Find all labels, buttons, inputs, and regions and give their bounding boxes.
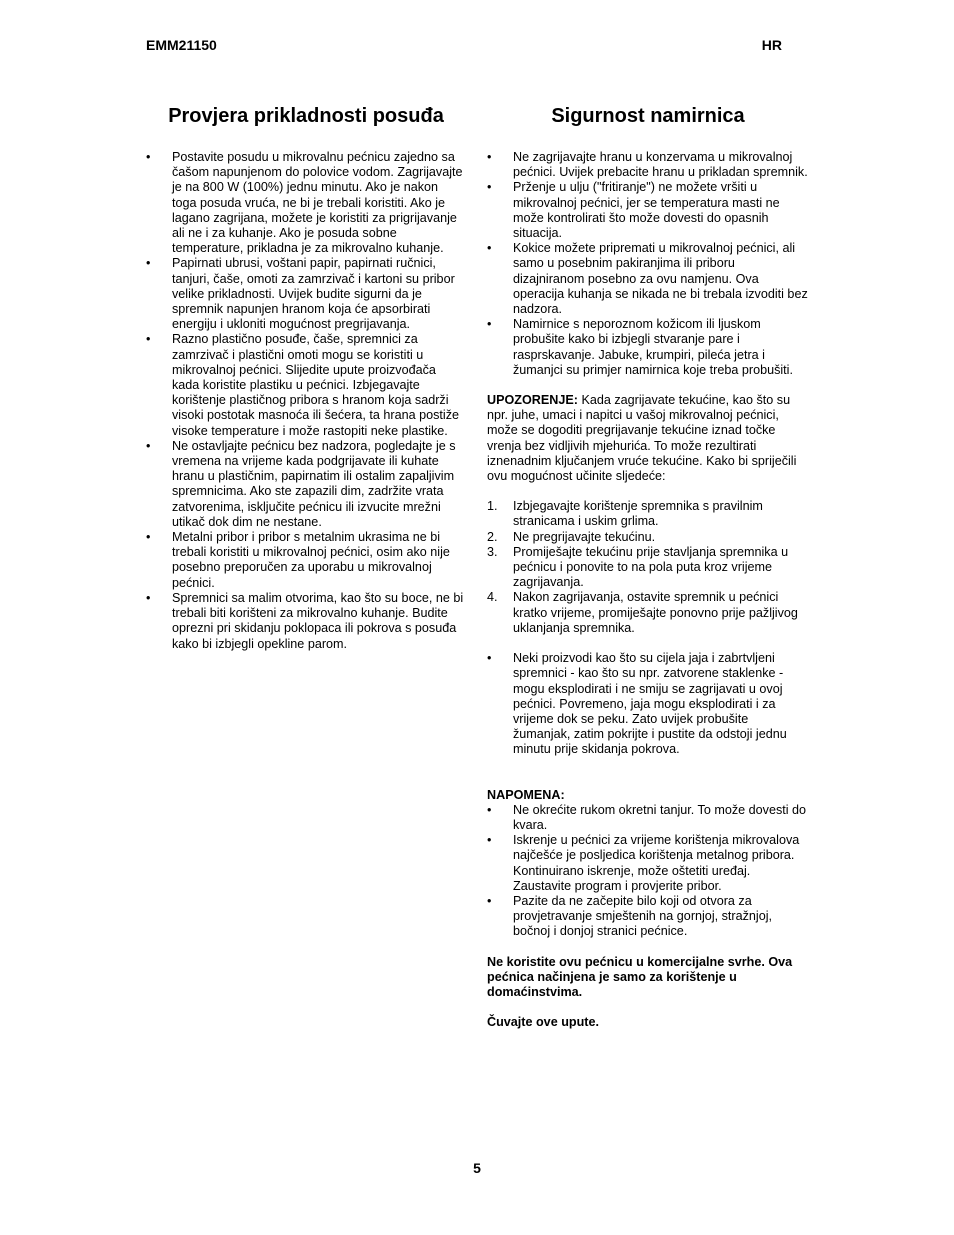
list-item: • Ne okrećite rukom okretni tanjur. To može dovesti do kvara. xyxy=(487,803,809,833)
list-item: • Iskrenje u pećnici za vrijeme korištenja mikrovalova najčešće je posljedica korištenja metalnog pribora. Kontinuirano iskrenje, može oštetiti uređaj. Zaustavite program i provjerite pribor. xyxy=(487,833,809,894)
step-item: 2. Ne pregrijavajte tekućinu. xyxy=(487,529,656,544)
language-code: HR xyxy=(761,37,782,53)
list-item: • Namirnice s neporoznom kožicom ili ljuskom probušite kako bi izbjegli stvaranje pare i rasprskavanje. Jabuke, krumpiri, pileća jetra i žumanjci su primjer namirnica koje treba probušiti. xyxy=(487,317,809,378)
left-section-title: Provjera prikladnosti posuđa xyxy=(168,105,444,127)
warning-steps xyxy=(487,499,809,636)
warning-label: UPOZORENJE: xyxy=(487,393,578,408)
list-item: • Neki proizvodi kao što su cijela jaja i zabrtvljeni spremnici - kao što su npr. zatvorene staklenke - mogu eksplodirati i ne smiju se zagrijavati u ovoj pećnici. Povremeno, jaja mogu eksplodirati i za vrijeme dok se peku. Zato uvijek probušite žumanjak, zatim pokrijte i pustite da odstoji jednu minutu prije skidanja pokrova. xyxy=(487,651,809,757)
eggs-list xyxy=(487,651,809,757)
warning-text: Kada zagrijavate tekućine, kao što su npr. juhe, umaci i napitci u vašoj mikrovalnoj pećnici, može se dogoditi pregrijavanje tekućine iznad točke vrenja bez vidljivih mjehurića. To može rezultirati iznenadnim ključanjem vruće tekućine. Kako bi spriječili ovu mogućnost učinite sljedeće: xyxy=(487,393,797,484)
step-item: 4. Nakon zagrijavanja, ostavite spremnik u pećnici kratko vrijeme, promiješajte ponovno prije pažljivog uklanjanja spremnika. xyxy=(487,590,798,635)
commercial-use-notice: Ne koristite ovu pećnicu u komercijalne svrhe. Ova pećnica načinjena je samo za korištenje u domaćinstvima. xyxy=(487,954,793,999)
model-number: EMM21150 xyxy=(146,37,217,53)
left-column xyxy=(146,104,466,652)
step-item: 1. Izbjegavajte korištenje spremnika s pravilnim stranicama i uskim grlima. xyxy=(487,499,763,529)
page-number: 5 xyxy=(473,1160,481,1176)
list-item: • Prženje u ulju ("fritiranje") ne možete vršiti u mikrovalnoj pećnici, jer se temperatura masti ne može kontrolirati što može dovesti do opasnih situacija. xyxy=(487,180,809,241)
list-item: • Ne zagrijavajte hranu u konzervama u mikrovalnoj pećnici. Uvijek prebacite hranu u prikladan spremnik. xyxy=(487,150,809,180)
list-item: • Pazite da ne začepite bilo koji od otvora za provjetravanje smještenih na gornjoj, stražnjoj, bočnoj i donjoj stranici pećnice. xyxy=(487,894,809,940)
right-section-title: Sigurnost namirnica xyxy=(551,105,745,127)
step-item: 3. Promiješajte tekućinu prije stavljanja spremnika u pećnicu i ponovite to na pola puta kroz vrijeme zagrijavanja. xyxy=(487,544,789,590)
keep-instructions: Čuvajte ove upute. xyxy=(487,1015,599,1030)
note-label: NAPOMENA: xyxy=(487,787,565,802)
left-bullet-list xyxy=(146,150,466,652)
right-column xyxy=(487,104,809,1030)
list-item: • Razno plastično posuđe, čaše, spremnici za zamrzivač i plastični omoti mogu se koristiti u mikrovalnoj pećnici. Slijedite upute proizvođača kada koristite plastiku u pećnici. Izbjegavajte korištenje plastičnog pribora s hranom koja sadrži visoki postotak masnoća ili šećera, ta hrana postiže visoke temperature i može rastopiti neke plastike. xyxy=(146,332,466,438)
list-item: • Kokice možete pripremati u mikrovalnoj pećnici, ali samo u posebnim pakiranjima ili priboru dizajniranom posebno za ovu namjenu. Ova operacija kuhanja se nikada ne bi trebala izvoditi bez nadzora. xyxy=(487,241,809,317)
note-list xyxy=(487,803,809,940)
list-item: • Metalni pribor i pribor s metalnim ukrasima ne bi trebali koristiti u mikrovalnoj pećnici, osim ako nije posebno preporučen za uporabu u mikrovalnoj pećnici. xyxy=(146,530,466,591)
list-item: • Ne ostavljajte pećnicu bez nadzora, pogledajte je s vremena na vrijeme kada podgrijavate ili kuhate hranu u plastičnim, papirnatim ili ostalim zapaljivim spremnicima. Ako ste zapazili dim, zadržite vrata zatvorenima, isključite pećnicu ili izvucite mrežni utikač dok dim ne nestane. xyxy=(146,439,466,530)
list-item: • Spremnici sa malim otvorima, kao što su boce, ne bi trebali biti korišteni za mikrovalno kuhanje. Budite oprezni pri skidanju poklopaca ili pokrova s posuđa kako bi izbjegli opekline parom. xyxy=(146,591,466,652)
warning-paragraph xyxy=(487,393,809,484)
list-item: • Papirnati ubrusi, voštani papir, papirnati ručnici, tanjuri, čaše, omoti za zamrzivač i kartoni su pribor velike prikladnosti. Uvijek budite sigurni da je spremnik napunjen hranom koja će apsorbirati energiju i ukloniti mogućnost pregrijavanja. xyxy=(146,256,466,332)
list-item: • Postavite posudu u mikrovalnu pećnicu zajedno sa čašom napunjenom do polovice vodom. Zagrijavajte je na 800 W (100%) jednu minutu. Ako je nakon toga posuda vruća, ne bi je trebali koristiti. Ako je lagano zagrijana, možete je koristiti za prigrijavanje ali ne i za kuhanje. Ako je posuda sobne temperature, prikladna je za mikrovalno kuhanje. xyxy=(146,150,466,256)
food-safety-list xyxy=(487,150,809,378)
